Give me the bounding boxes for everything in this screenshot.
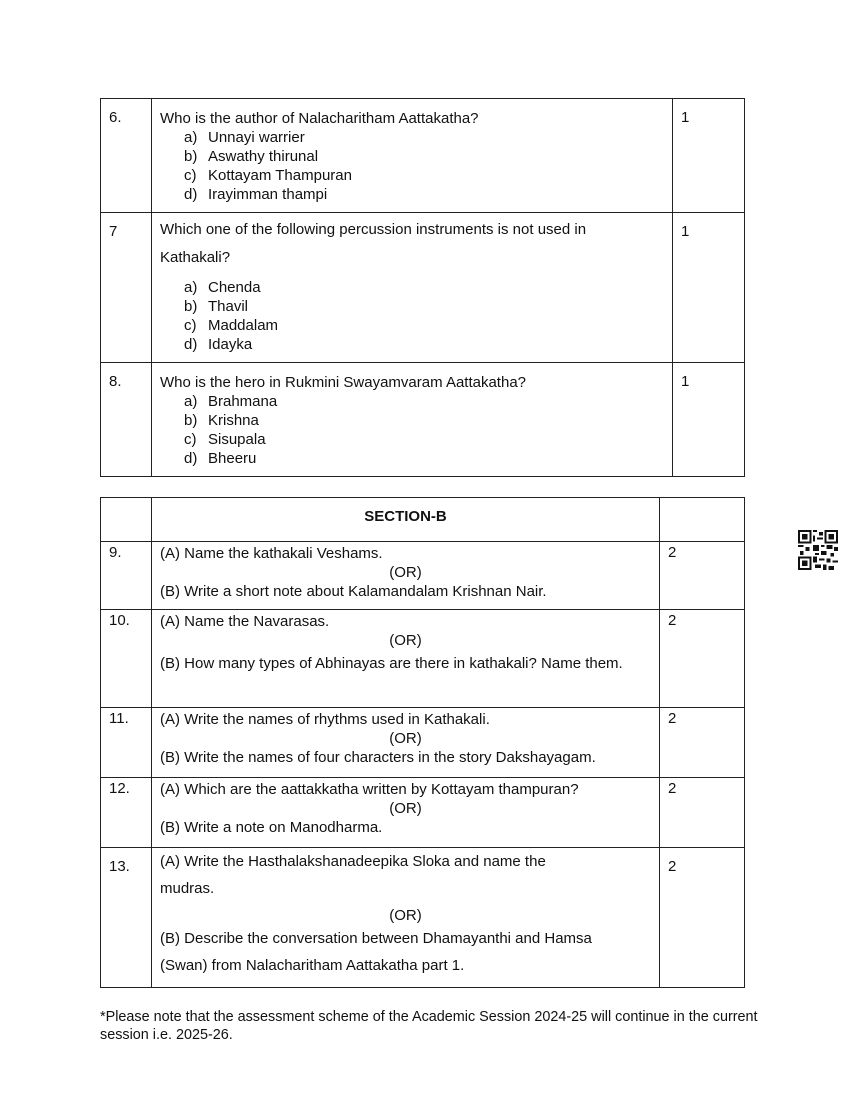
option [184, 185, 664, 204]
option-text: Sisupala [208, 431, 266, 448]
question-part-a: (A) Name the Navarasas. [160, 613, 330, 630]
or-label: (OR) [389, 800, 422, 817]
option [184, 335, 664, 354]
or-label: (OR) [389, 907, 422, 924]
question-part-a: (A) Name the kathakali Veshams. [160, 545, 383, 562]
question-number: 11. [101, 708, 152, 778]
section-b-table [100, 497, 745, 988]
section-a-table [100, 98, 745, 477]
option-label: c) [184, 317, 197, 334]
option [184, 147, 664, 166]
question-row [101, 610, 745, 708]
question-row [101, 213, 745, 363]
question-part-a: (A) Write the names of rhythms used in Kathakali. [160, 711, 490, 728]
question-number: 7 [101, 213, 152, 363]
marks-cell: 2 [660, 708, 745, 778]
question-cell [152, 610, 660, 708]
option-label: d) [184, 186, 198, 203]
question-row [101, 778, 745, 848]
marks-cell: 2 [660, 542, 745, 610]
option-text: Chenda [208, 279, 261, 296]
question-row [101, 99, 745, 213]
option [184, 128, 664, 147]
option-text: Thavil [208, 298, 249, 315]
option [184, 316, 664, 335]
section-title: SECTION-B [152, 498, 660, 542]
options-list [160, 392, 664, 468]
option-text: Brahmana [208, 393, 278, 410]
question-cell [152, 542, 660, 610]
question-cell [152, 778, 660, 848]
question-number: 12. [101, 778, 152, 848]
question-number: 10. [101, 610, 152, 708]
question-part-a: (A) Which are the aattakkatha written by Kottayam thampuran? [160, 781, 579, 798]
question-cell [152, 213, 673, 363]
option [184, 297, 664, 316]
option-text: Idayka [208, 336, 253, 353]
marks-cell: 2 [660, 610, 745, 708]
option-text: Unnayi warrier [208, 129, 305, 146]
option [184, 392, 664, 411]
options-list [160, 278, 664, 354]
option-label: b) [184, 148, 198, 165]
option-label: a) [184, 129, 198, 146]
question-part-b: (B) Write the names of four characters in the story Dakshayagam. [160, 749, 596, 766]
option-label: d) [184, 336, 198, 353]
option [184, 278, 664, 297]
or-label: (OR) [389, 564, 422, 581]
marks-cell: 1 [673, 213, 745, 363]
question-part-b: (B) How many types of Abhinayas are there in kathakali? Name them. [160, 655, 623, 672]
question-cell [152, 363, 673, 477]
option-text: Irayimman thampi [208, 186, 328, 203]
option [184, 449, 664, 468]
question-cell [152, 99, 673, 213]
question-part-a: (A) Write the Hasthalakshanadeepika Sloka and name the mudras. [160, 853, 546, 897]
marks-cell: 2 [660, 848, 745, 988]
question-text: Who is the author of Nalacharitham Aattakatha? [160, 110, 479, 127]
question-part-b: (B) Write a note on Manodharma. [160, 819, 383, 836]
footnote: *Please note that the assessment scheme of the Academic Session 2024-25 will continue in the current session i.e. 2025-26. [100, 1009, 758, 1043]
question-number: 8. [101, 363, 152, 477]
option-label: b) [184, 298, 198, 315]
option-label: a) [184, 279, 198, 296]
section-header-row [101, 498, 745, 542]
empty-cell [660, 498, 745, 542]
question-number: 6. [101, 99, 152, 213]
options-list [160, 128, 664, 204]
option-text: Kottayam Thampuran [208, 167, 352, 184]
question-row [101, 363, 745, 477]
or-label: (OR) [389, 730, 422, 747]
question-number: 13. [101, 848, 152, 988]
option-text: Krishna [208, 412, 259, 429]
option-label: c) [184, 167, 197, 184]
option-text: Maddalam [208, 317, 279, 334]
option [184, 411, 664, 430]
question-part-b: (B) Describe the conversation between Dhamayanthi and Hamsa (Swan) from Nalacharitham Aattakatha part 1. [160, 930, 592, 974]
marks-cell: 1 [673, 363, 745, 477]
question-text: Which one of the following percussion instruments is not used in Kathakali? [160, 221, 587, 266]
question-cell [152, 708, 660, 778]
option-text: Aswathy thirunal [208, 148, 319, 165]
option [184, 430, 664, 449]
option-label: a) [184, 393, 198, 410]
or-label: (OR) [389, 632, 422, 649]
question-text: Who is the hero in Rukmini Swayamvaram Aattakatha? [160, 374, 526, 391]
question-row [101, 542, 745, 610]
marks-cell: 2 [660, 778, 745, 848]
question-part-b: (B) Write a short note about Kalamandalam Krishnan Nair. [160, 583, 547, 600]
question-number: 9. [101, 542, 152, 610]
question-row [101, 708, 745, 778]
option-label: b) [184, 412, 198, 429]
option-text: Bheeru [208, 450, 257, 467]
option [184, 166, 664, 185]
question-row [101, 848, 745, 988]
empty-cell [101, 498, 152, 542]
option-label: d) [184, 450, 198, 467]
marks-cell: 1 [673, 99, 745, 213]
qr-code-icon [798, 530, 838, 570]
question-cell [152, 848, 660, 988]
option-label: c) [184, 431, 197, 448]
